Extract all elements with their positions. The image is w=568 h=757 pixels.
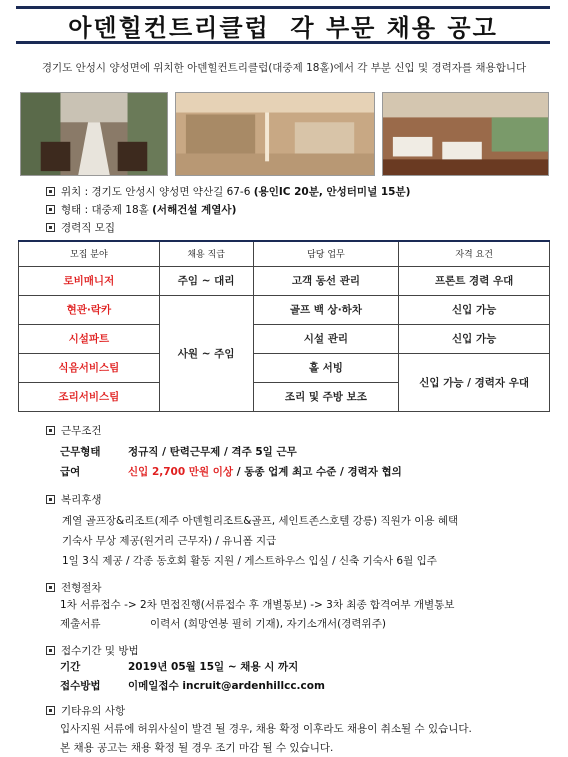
duty-cell: 홀 서빙: [253, 353, 399, 382]
pay-line: [128, 464, 402, 479]
work-label: 근무형태: [60, 446, 101, 458]
apply-heading-text: 접수기간 및 방법: [61, 645, 139, 657]
pay-rest: / 동종 업계 최고 수준 / 경력자 협의: [233, 466, 402, 478]
welfare-heading-text: 복리후생: [61, 494, 102, 506]
req-cell: 프론트 경력 우대: [399, 266, 550, 295]
welfare-heading: [46, 492, 102, 507]
header-rank: 채용 직급: [159, 241, 253, 266]
docs-label: 제출서류: [60, 618, 101, 630]
duty-cell: 고객 동선 관리: [253, 266, 399, 295]
etc-heading: [46, 703, 125, 718]
career-label: 경력직 모집: [61, 222, 116, 234]
photo-lobby: [175, 92, 375, 176]
type-label: 형태 : 대중제 18홀: [61, 204, 149, 216]
location-note: (용인IC 20분, 안성터미널 15분): [253, 186, 411, 198]
welfare-line: 1일 3식 제공 / 각종 동호회 활동 지원 / 게스트하우스 입실 / 신축 기숙사 6월 입주: [62, 555, 437, 567]
welfare-line: 계열 골프장&리조트(제주 아덴힐리조트&골프, 세인트존스호텔 강릉) 직원가 이용 혜택: [62, 515, 459, 527]
dept-cell: 로비매니저: [19, 266, 160, 295]
career-line: [46, 220, 115, 235]
title-bar: [16, 6, 550, 44]
table-header-row: [19, 241, 550, 266]
req-cell-merged: 신입 가능 / 경력자 우대: [399, 353, 550, 411]
table-row: [19, 324, 550, 353]
etc-line: 본 채용 공고는 채용 확정 될 경우 조기 마감 될 수 있습니다.: [60, 742, 334, 754]
pay-highlight: 신입 2,700 만원 이상: [128, 466, 234, 478]
req-cell: 신입 가능: [399, 295, 550, 324]
welfare-line: 기숙사 무상 제공(원거리 근무자) / 유니폼 지급: [62, 535, 277, 547]
type-note: (서해건설 계열사): [152, 204, 237, 216]
page-title: 아덴힐컨트리클럽 각 부문 채용 공고: [68, 13, 498, 42]
table-row: [19, 266, 550, 295]
square-bullet-icon: [46, 583, 55, 592]
table-row: [19, 353, 550, 382]
table-row: [19, 295, 550, 324]
header-req: 자격 요건: [399, 241, 550, 266]
dept-cell: 식음서비스팀: [19, 353, 160, 382]
apply-heading: [46, 643, 139, 658]
photo-restaurant: [382, 92, 549, 176]
dept-cell: 시설파트: [19, 324, 160, 353]
period-label: 기간: [60, 661, 81, 673]
dept-cell: 현관·락카: [19, 295, 160, 324]
recruit-table: [18, 240, 550, 412]
method-label: 접수방법: [60, 680, 101, 692]
conditions-heading: [46, 423, 102, 438]
header-duty: 담당 업무: [253, 241, 399, 266]
square-bullet-icon: [46, 495, 55, 504]
process-heading-text: 전형절차: [61, 582, 102, 594]
square-bullet-icon: [46, 426, 55, 435]
docs-value: 이력서 (희망연봉 필히 기재), 자기소개서(경력위주): [150, 618, 386, 630]
process-steps: 1차 서류접수 -> 2차 면접진행(서류접수 후 개별통보) -> 3차 최종 합격여부 개별통보: [60, 599, 455, 611]
subtitle: 경기도 안성시 양성면에 위치한 아덴힐컨트리클럽(대중제 18홀)에서 각 부분 신입 및 경력자를 채용합니다: [41, 62, 527, 74]
type-line: [46, 202, 236, 217]
square-bullet-icon: [46, 223, 55, 232]
dept-cell: 조리서비스팀: [19, 382, 160, 411]
process-heading: [46, 580, 102, 595]
square-bullet-icon: [46, 187, 55, 196]
location-line: [46, 184, 410, 199]
photo-dining-hall: [20, 92, 168, 176]
conditions-heading-text: 근무조건: [61, 425, 102, 437]
etc-line: 입사지원 서류에 허위사실이 발견 될 경우, 채용 확정 이후라도 채용이 취소될 수 있습니다.: [60, 723, 472, 735]
square-bullet-icon: [46, 646, 55, 655]
work-value: 정규직 / 탄력근무제 / 격주 5일 근무: [128, 446, 297, 458]
pay-label: 급여: [60, 466, 81, 478]
rank-cell-merged: 사원 ~ 주임: [159, 295, 253, 411]
duty-cell: 조리 및 주방 보조: [253, 382, 399, 411]
duty-cell: 골프 백 상·하차: [253, 295, 399, 324]
method-value: 이메일접수 incruit@ardenhillcc.com: [128, 680, 325, 692]
etc-heading-text: 기타유의 사항: [61, 705, 126, 717]
square-bullet-icon: [46, 706, 55, 715]
period-value: 2019년 05월 15일 ~ 채용 시 까지: [128, 661, 299, 673]
header-dept: 모집 분야: [19, 241, 160, 266]
location-label: 위치 : 경기도 안성시 양성면 약산길 67-6: [61, 186, 251, 198]
square-bullet-icon: [46, 205, 55, 214]
rank-cell: 주임 ~ 대리: [159, 266, 253, 295]
req-cell: 신입 가능: [399, 324, 550, 353]
duty-cell: 시설 관리: [253, 324, 399, 353]
